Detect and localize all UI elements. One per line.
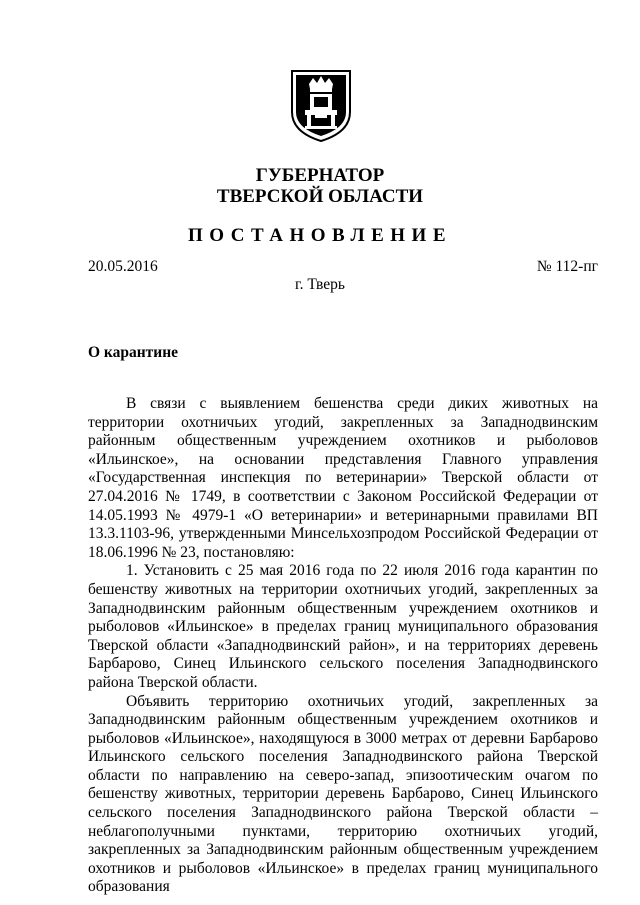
document-city: г. Тверь — [295, 276, 345, 293]
body-paragraph: В связи с выявлением бешенства среди диких животных на территории охотничьих угодий, закрепленных за Западнодвинским районным общественным учреждением охотников и рыболовов «Ильинское», на основании представления Главного управления «Государственная инспекция по ветеринарии» Тверской области от 27.04.2016 № 1749, в соответствии с Законом Российской Федерации от 14.05.1993 № 4979-1 «О ветеринарии» и ветеринарными правилами ВП 13.3.1103-96, утвержденными Минсельхозпродом Российской Федерации от 18.06.1996 № 23, постановляю: — [88, 395, 598, 561]
document-date: 20.05.2016 — [88, 258, 158, 275]
issuer-title-line2: ТВЕРСКОЙ ОБЛАСТИ — [216, 186, 424, 207]
tver-coat-of-arms-icon — [289, 68, 353, 144]
document-number: № 112-пг — [536, 258, 598, 275]
document-type-title: ПОСТАНОВЛЕНИЕ — [187, 225, 453, 246]
document-subject: О карантине — [88, 344, 179, 361]
issuer-title-line1: ГУБЕРНАТОР — [255, 165, 385, 186]
body-paragraph: 1. Установить с 25 мая 2016 года по 22 июля 2016 года карантин по бешенству животных на территории охотничьих угодий, закрепленных за Западнодвинским районным общественным учреждением охотников и рыболовов «Ильинское» в пределах границ муниципального образования Тверской области «Западнодвинский район», и на территориях деревень Барбарово, Синец Ильинского сельского поселения Западнодвинского района Тверской области. — [88, 562, 598, 691]
document-body — [88, 395, 598, 897]
body-paragraph: Объявить территорию охотничьих угодий, закрепленных за Западнодвинским районным общественным учреждением охотников и рыболовов «Ильинское», находящуюся в 3000 метрах от деревни Барбарово Ильинского сельского поселения Западнодвинского района Тверской области по направлению на северо-запад, эпизоотическим очагом по бешенству животных, территории деревень Барбарово, Синец Ильинского сельского поселения Западнодвинского района Тверской области – неблагополучными пунктами, территорию охотничьих угодий, закрепленных за Западнодвинским районным общественным учреждением охотников и рыболовов «Ильинское» в пределах границ муниципального образования — [88, 692, 598, 896]
